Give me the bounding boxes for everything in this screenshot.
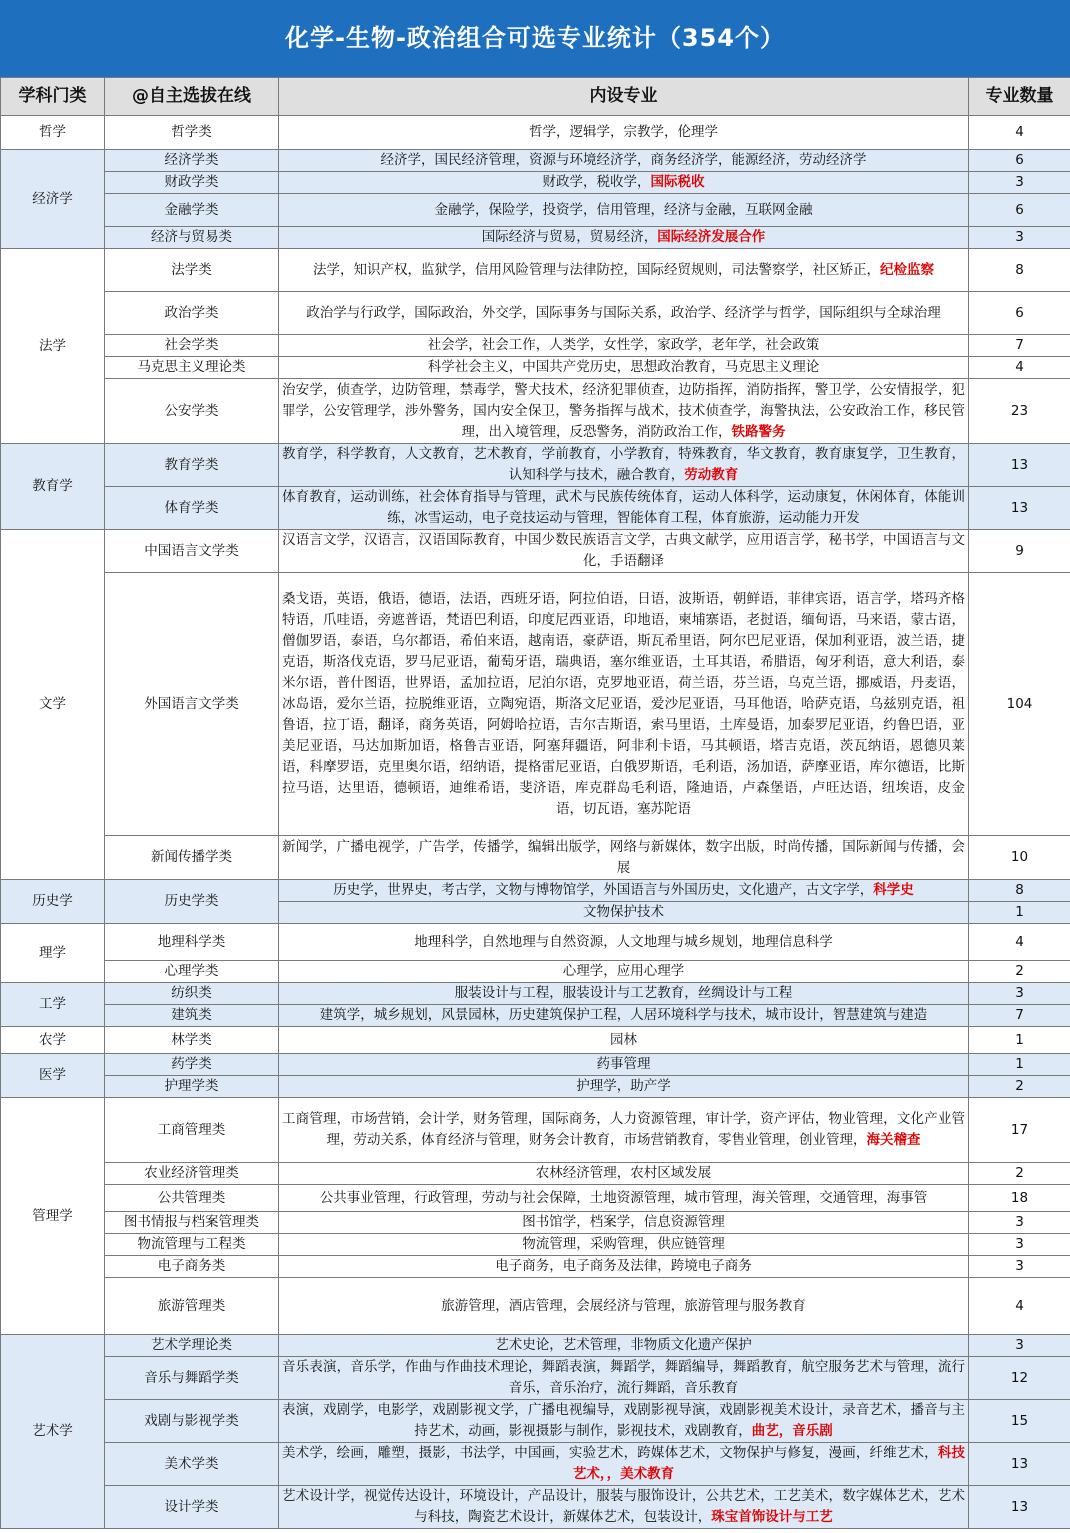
majors-cell	[279, 1234, 969, 1256]
new-major-highlight: 海关稽查	[866, 1132, 921, 1148]
majors-text: 艺术史论，艺术管理，非物质文化遗产保护	[495, 1337, 752, 1353]
majors-text: 物流管理，采购管理，供应链管理	[522, 1236, 725, 1252]
table-row	[1, 335, 1070, 357]
count-cell: 10	[969, 836, 1070, 880]
category-cell: 戏剧与影视学类	[105, 1400, 279, 1443]
count-cell: 9	[969, 530, 1070, 573]
discipline-cell: 农学	[1, 1027, 105, 1054]
table-row	[1, 983, 1070, 1005]
count-cell: 12	[969, 1357, 1070, 1400]
category-cell: 外国语言文学类	[105, 573, 279, 836]
count-cell: 7	[969, 1005, 1070, 1027]
category-cell: 公安学类	[105, 379, 279, 444]
table-row	[1, 150, 1070, 172]
table-row	[1, 116, 1070, 150]
discipline-cell: 法学	[1, 249, 105, 444]
count-cell: 3	[969, 983, 1070, 1005]
majors-text: 园林	[610, 1031, 637, 1048]
count-cell: 3	[969, 227, 1070, 249]
majors-cell	[279, 1027, 969, 1054]
majors-text: 汉语言文学，汉语言，汉语国际教育，中国少数民族语言文学，古典文献学，应用语言学，秘书学，中国语言与文化，手语翻译	[282, 532, 965, 569]
table-row	[1, 1234, 1070, 1256]
majors-text: 表演，戏剧学，电影学，戏剧影视文学，广播电视编导，戏剧影视导演，戏剧影视美术设计，录音艺术，播音与主持艺术，动画，影视摄影与制作，影视技术，戏剧教育，	[282, 1402, 965, 1439]
majors-text: 哲学，逻辑学，宗教学，伦理学	[529, 124, 718, 140]
category-cell: 中国语言文学类	[105, 530, 279, 573]
discipline-cell: 理学	[1, 924, 105, 983]
table-row	[1, 194, 1070, 227]
count-cell: 7	[969, 335, 1070, 357]
table-row	[1, 1335, 1070, 1357]
table-row	[1, 227, 1070, 249]
category-cell: 经济与贸易类	[105, 227, 279, 249]
page-title: 化学-生物-政治组合可选专业统计（354个）	[0, 0, 1070, 77]
category-cell: 社会学类	[105, 335, 279, 357]
table-row	[1, 1256, 1070, 1278]
count-cell: 18	[969, 1185, 1070, 1212]
count-cell: 104	[969, 573, 1070, 836]
header-row	[1, 78, 1070, 116]
majors-cell	[279, 444, 969, 487]
table-row	[1, 357, 1070, 379]
majors-text: 体育教育，运动训练，社会体育指导与管理，武术与民族传统体育，运动人体科学，运动康复，休闲体育，体能训练，冰雪运动，电子竞技运动与管理，智能体育工程，体育旅游，运动能力开发	[282, 489, 965, 526]
majors-cell	[279, 1054, 969, 1076]
table-row	[1, 573, 1070, 836]
category-cell: 林学类	[105, 1027, 279, 1054]
header-discipline: 学科门类	[1, 78, 105, 116]
new-major-highlight: 科技艺术，，美术教育	[572, 1445, 966, 1482]
majors-text: 财政学，税收学，	[542, 174, 651, 190]
majors-cell	[279, 880, 969, 902]
category-cell: 电子商务类	[105, 1256, 279, 1278]
table-row	[1, 249, 1070, 292]
category-cell: 马克思主义理论类	[105, 357, 279, 379]
majors-text: 电子商务，电子商务及法律，跨境电子商务	[495, 1258, 752, 1274]
count-cell: 3	[969, 1335, 1070, 1357]
category-cell: 旅游管理类	[105, 1278, 279, 1335]
majors-cell	[279, 249, 969, 292]
discipline-cell: 工学	[1, 983, 105, 1027]
majors-cell	[279, 1256, 969, 1278]
category-cell: 哲学类	[105, 116, 279, 150]
category-cell: 图书情报与档案管理类	[105, 1212, 279, 1234]
discipline-cell: 历史学	[1, 880, 105, 924]
new-major-highlight: 铁路警务	[731, 423, 786, 440]
majors-text: 科学社会主义，中国共产党历史，思想政治教育，马克思主义理论	[427, 359, 820, 375]
majors-text: 金融学，保险学，投资学，信用管理，经济与金融，互联网金融	[434, 201, 813, 218]
table-row	[1, 1005, 1070, 1027]
count-cell: 2	[969, 961, 1070, 983]
category-cell: 法学类	[105, 249, 279, 292]
new-major-highlight: 曲艺，音乐剧	[751, 1423, 833, 1439]
category-cell: 设计学类	[105, 1486, 279, 1529]
category-cell: 公共管理类	[105, 1185, 279, 1212]
majors-text: 护理学，助产学	[576, 1078, 671, 1094]
table-row	[1, 924, 1070, 961]
discipline-cell: 教育学	[1, 444, 105, 530]
count-cell: 2	[969, 1163, 1070, 1185]
category-cell: 建筑类	[105, 1005, 279, 1027]
majors-cell	[279, 1185, 969, 1212]
majors-text: 建筑学，城乡规划，风景园林，历史建筑保护工程，人居环境科学与技术，城市设计，智慧建筑与建造	[319, 1007, 928, 1023]
new-major-highlight: 国际税收	[650, 174, 705, 190]
majors-text: 美术学，绘画，雕塑，摄影，书法学，中国画，实验艺术，跨媒体艺术，文物保护与修复，漫画，纤维艺术，	[282, 1445, 938, 1461]
majors-text: 法学，知识产权，监狱学，信用风险管理与法律防控，国际经贸规则，司法警察学，社区矫正，	[313, 261, 880, 278]
majors-text: 治安学，侦查学，边防管理，禁毒学，警犬技术，经济犯罪侦查，边防指挥，消防指挥，警卫学，公安情报学，犯罪学，公安管理学，涉外警务，国内安全保卫，警务指挥与战术，技术侦查学，海警执法，公安政治工作，移民管理，出入境管理，反恐警务，消防政治工作，	[282, 381, 965, 440]
table-row	[1, 172, 1070, 194]
majors-cell	[279, 961, 969, 983]
majors-cell	[279, 1400, 969, 1443]
count-cell: 3	[969, 172, 1070, 194]
majors-cell	[279, 573, 969, 836]
category-cell: 美术学类	[105, 1443, 279, 1486]
count-cell: 1	[969, 1027, 1070, 1054]
category-cell: 新闻传播学类	[105, 836, 279, 880]
majors-text: 图书馆学，档案学，信息资源管理	[522, 1214, 725, 1230]
count-cell: 6	[969, 292, 1070, 335]
category-cell: 政治学类	[105, 292, 279, 335]
table-row	[1, 487, 1070, 530]
majors-text: 旅游管理，酒店管理，会展经济与管理，旅游管理与服务教育	[441, 1297, 806, 1314]
table-row	[1, 961, 1070, 983]
majors-cell	[279, 1076, 969, 1098]
category-cell: 金融学类	[105, 194, 279, 227]
majors-text: 音乐表演，音乐学，作曲与作曲技术理论，舞蹈表演，舞蹈学，舞蹈编导，舞蹈教育，航空服务艺术与管理，流行音乐，音乐治疗，流行舞蹈，音乐教育	[282, 1359, 965, 1396]
majors-table	[0, 77, 1070, 1529]
majors-cell	[279, 292, 969, 335]
category-cell: 药学类	[105, 1054, 279, 1076]
table-row	[1, 1098, 1070, 1163]
table-row	[1, 1357, 1070, 1400]
count-cell: 1	[969, 1054, 1070, 1076]
table-row	[1, 1486, 1070, 1529]
discipline-cell: 文学	[1, 530, 105, 880]
header-majors: 内设专业	[279, 78, 969, 116]
majors-cell	[279, 836, 969, 880]
majors-cell	[279, 924, 969, 961]
majors-text: 桑戈语，英语，俄语，德语，法语，西班牙语，阿拉伯语，日语，波斯语，朝鲜语，菲律宾语，语言学，塔玛齐格特语，爪哇语，旁遮普语，梵语巴利语，印度尼西亚语，印地语，柬埔寨语，老挝语，缅甸语，马来语，蒙古语，僧伽罗语，泰语，乌尔都语，希伯来语，越南语，豪萨语，斯瓦希里语，阿尔巴尼亚语，保加利亚语，波兰语，捷克语，斯洛伐克语，罗马尼亚语，葡萄牙语，瑞典语，塞尔维亚语，土耳其语，希腊语，匈牙利语，意大利语，泰米尔语，普什图语，世界语，孟加拉语，尼泊尔语，克罗地亚语，荷兰语，芬兰语，乌克兰语，挪威语，丹麦语，冰岛语，爱尔兰语，拉脱维亚语，立陶宛语，斯洛文尼亚语，爱沙尼亚语，马耳他语，哈萨克语，乌兹别克语，祖鲁语，拉丁语，翻译，商务英语，阿姆哈拉语，吉尔吉斯语，索马里语，土库曼语，加泰罗尼亚语，约鲁巴语，亚美尼亚语，马达加斯加语，格鲁吉亚语，阿塞拜疆语，阿非利卡语，马其顿语，塔吉克语，茨瓦纳语，恩德贝莱语，科摩罗语，克里奥尔语，绍纳语，提格雷尼亚语，白俄罗斯语，毛利语，汤加语，萨摩亚语，库尔德语，比斯拉马语，达里语，德顿语，迪维希语，斐济语，库克群岛毛利语，隆迪语，卢森堡语，卢旺达语，纽埃语，皮金语，切瓦语，塞苏陀语	[282, 590, 965, 817]
discipline-cell: 经济学	[1, 150, 105, 249]
majors-cell	[279, 487, 969, 530]
majors-text: 历史学，世界史，考古学，文物与博物馆学，外国语言与外国历史，文化遗产，古文字学，	[333, 882, 874, 898]
majors-text: 地理科学，自然地理与自然资源，人文地理与城乡规划，地理信息科学	[414, 933, 833, 950]
table-body	[1, 116, 1070, 1529]
count-cell: 2	[969, 1076, 1070, 1098]
category-cell: 工商管理类	[105, 1098, 279, 1163]
majors-cell	[279, 335, 969, 357]
table-row	[1, 836, 1070, 880]
table-row	[1, 1185, 1070, 1212]
majors-cell	[279, 1163, 969, 1185]
count-cell: 4	[969, 116, 1070, 150]
majors-cell	[279, 1212, 969, 1234]
majors-cell	[279, 227, 969, 249]
majors-cell	[279, 379, 969, 444]
majors-text: 工商管理，市场营销，会计学，财务管理，国际商务，人力资源管理，审计学，资产评估，物业管理，文化产业管理，劳动关系，体育经济与管理，财务会计教育，市场营销教育，零售业管理，创业管理，	[282, 1111, 965, 1148]
category-cell: 体育学类	[105, 487, 279, 530]
majors-text: 社会学，社会工作，人类学，女性学，家政学，老年学，社会政策	[427, 337, 820, 353]
count-cell: 3	[969, 1212, 1070, 1234]
majors-text: 新闻学，广播电视学，广告学，传播学，编辑出版学，网络与新媒体，数字出版，时尚传播，国际新闻与传播，会展	[282, 838, 965, 876]
majors-cell	[279, 1098, 969, 1163]
majors-cell	[279, 116, 969, 150]
majors-cell	[279, 1443, 969, 1486]
majors-text: 心理学，应用心理学	[562, 963, 685, 979]
majors-cell	[279, 1005, 969, 1027]
majors-text: 药事管理	[596, 1056, 651, 1072]
table-row	[1, 1076, 1070, 1098]
count-cell: 4	[969, 1278, 1070, 1335]
table-row	[1, 292, 1070, 335]
category-cell: 物流管理与工程类	[105, 1234, 279, 1256]
count-cell: 13	[969, 487, 1070, 530]
majors-cell	[279, 1335, 969, 1357]
category-cell: 纺织类	[105, 983, 279, 1005]
table-row	[1, 444, 1070, 487]
majors-cell	[279, 150, 969, 172]
count-cell: 4	[969, 924, 1070, 961]
category-cell: 心理学类	[105, 961, 279, 983]
majors-cell	[279, 172, 969, 194]
count-cell: 6	[969, 150, 1070, 172]
new-major-highlight: 国际经济发展合作	[657, 229, 766, 245]
category-cell: 财政学类	[105, 172, 279, 194]
category-cell: 艺术学理论类	[105, 1335, 279, 1357]
majors-cell	[279, 357, 969, 379]
new-major-highlight: 劳动教育	[684, 467, 739, 483]
category-cell: 护理学类	[105, 1076, 279, 1098]
majors-text: 艺术设计学，视觉传达设计，环境设计，产品设计，服装与服饰设计，公共艺术，工艺美术，数字媒体艺术，艺术与科技，陶瓷艺术设计，新媒体艺术，包装设计，	[282, 1488, 965, 1525]
majors-text: 国际经济与贸易，贸易经济，	[481, 229, 658, 245]
discipline-cell: 管理学	[1, 1098, 105, 1335]
count-cell: 3	[969, 1234, 1070, 1256]
majors-cell	[279, 1278, 969, 1335]
majors-text: 经济学，国民经济管理，资源与环境经济学，商务经济学，能源经济，劳动经济学	[380, 152, 867, 168]
category-cell: 历史学类	[105, 880, 279, 924]
table-row	[1, 1278, 1070, 1335]
table-row	[1, 1027, 1070, 1054]
majors-text: 政治学与行政学，国际政治，外交学，国际事务与国际关系，政治学、经济学与哲学，国际组织与全球治理	[306, 304, 941, 321]
majors-cell	[279, 902, 969, 924]
table-row	[1, 1054, 1070, 1076]
majors-text: 教育学，科学教育，人文教育，艺术教育，学前教育，小学教育，特殊教育，华文教育，教育康复学，卫生教育，认知科学与技术，融合教育，	[282, 446, 965, 483]
count-cell: 23	[969, 379, 1070, 444]
count-cell: 6	[969, 194, 1070, 227]
majors-cell	[279, 1486, 969, 1529]
category-cell: 地理科学类	[105, 924, 279, 961]
count-cell: 15	[969, 1400, 1070, 1443]
count-cell: 8	[969, 880, 1070, 902]
count-cell: 4	[969, 357, 1070, 379]
table-row	[1, 1443, 1070, 1486]
table-row	[1, 530, 1070, 573]
majors-text: 文物保护技术	[583, 904, 664, 920]
discipline-cell: 艺术学	[1, 1335, 105, 1529]
category-cell: 音乐与舞蹈学类	[105, 1357, 279, 1400]
category-cell: 教育学类	[105, 444, 279, 487]
table-row	[1, 880, 1070, 902]
majors-text: 服装设计与工程，服装设计与工艺教育，丝绸设计与工程	[454, 985, 793, 1001]
new-major-highlight: 珠宝首饰设计与工艺	[711, 1509, 833, 1525]
majors-cell	[279, 983, 969, 1005]
table-row	[1, 1163, 1070, 1185]
majors-cell	[279, 1357, 969, 1400]
count-cell: 1	[969, 902, 1070, 924]
count-cell: 13	[969, 1443, 1070, 1486]
count-cell: 8	[969, 249, 1070, 292]
count-cell: 3	[969, 1256, 1070, 1278]
table-row	[1, 1212, 1070, 1234]
header-count: 专业数量	[969, 78, 1070, 116]
majors-cell	[279, 530, 969, 573]
table-row	[1, 1400, 1070, 1443]
discipline-cell: 医学	[1, 1054, 105, 1098]
header-category: @自主选拔在线	[105, 78, 279, 116]
count-cell: 17	[969, 1098, 1070, 1163]
table-row	[1, 379, 1070, 444]
majors-text: 农林经济管理，农村区域发展	[535, 1165, 712, 1181]
category-cell: 农业经济管理类	[105, 1163, 279, 1185]
count-cell: 13	[969, 444, 1070, 487]
new-major-highlight: 科学史	[873, 882, 914, 898]
majors-cell	[279, 194, 969, 227]
count-cell: 13	[969, 1486, 1070, 1529]
discipline-cell: 哲学	[1, 116, 105, 150]
new-major-highlight: 纪检监察	[880, 261, 934, 278]
majors-text: 公共事业管理，行政管理，劳动与社会保障，土地资源管理，城市管理，海关管理，交通管理，海事管	[319, 1189, 928, 1206]
category-cell: 经济学类	[105, 150, 279, 172]
